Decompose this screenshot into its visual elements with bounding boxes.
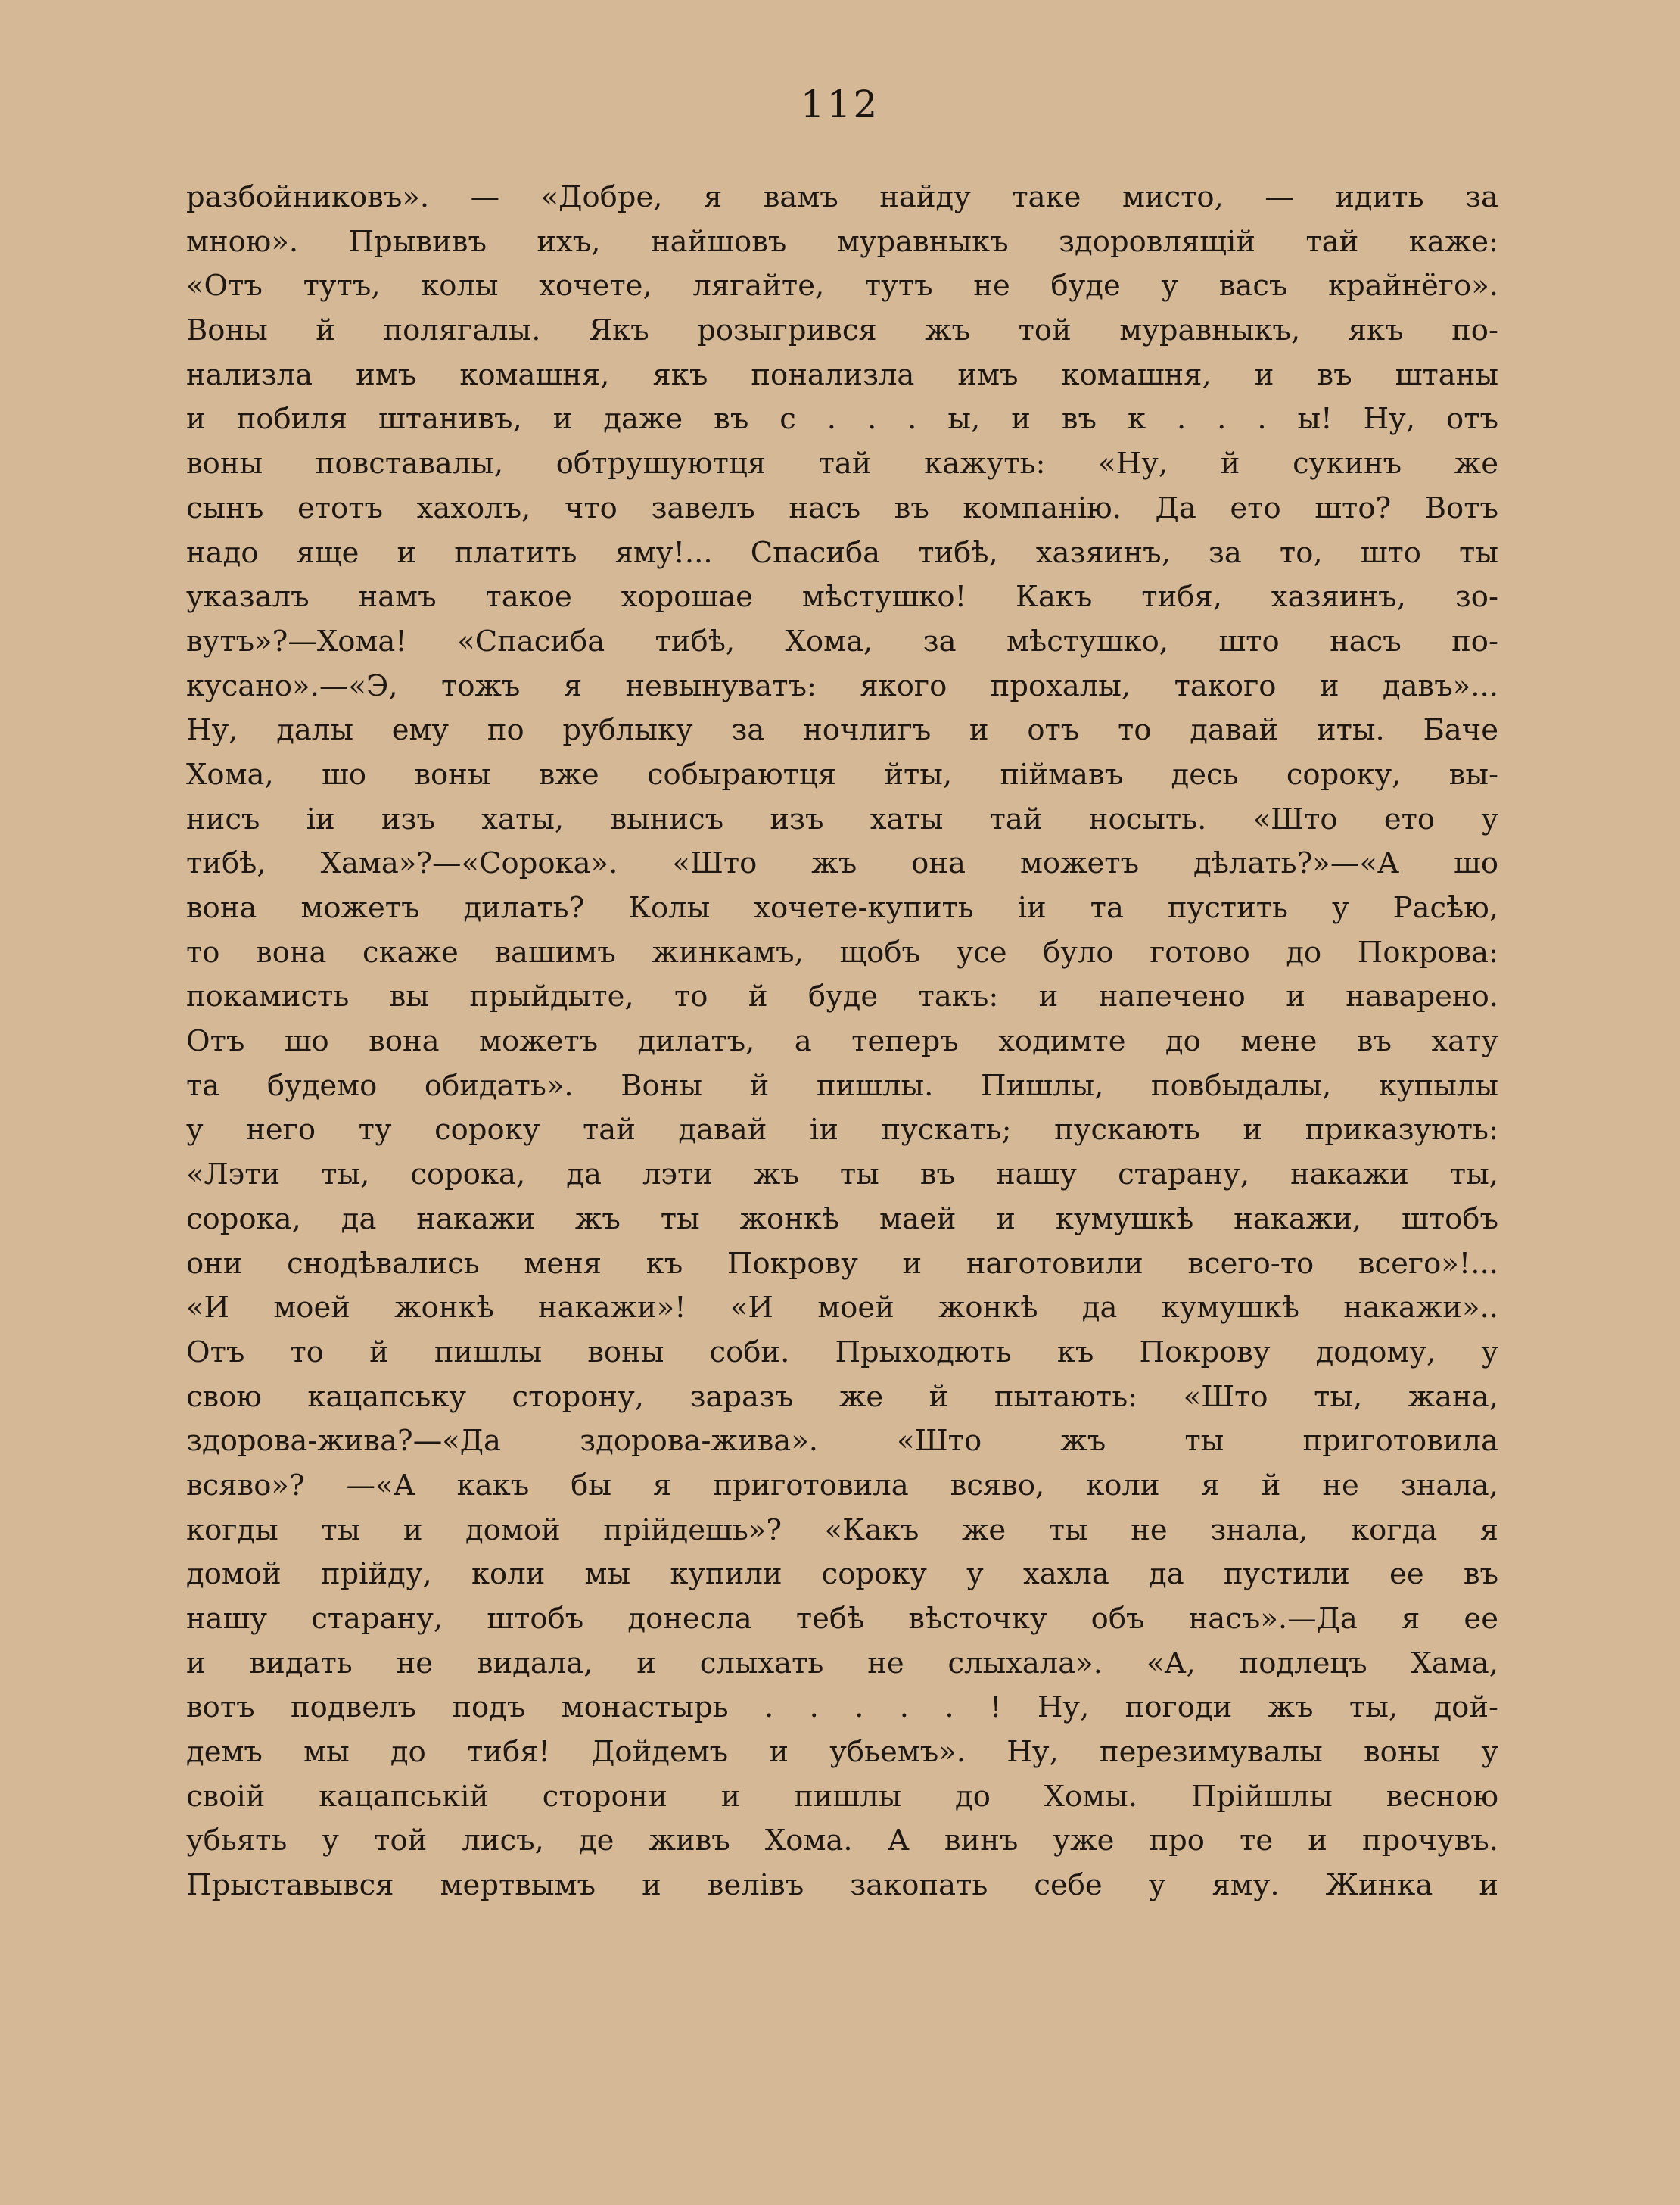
text-line: Воны й полягалы. Якъ розыгрився жъ той муравныкъ, якъ по- <box>186 313 1498 348</box>
text-line: вутъ»?—Хома! «Спасиба тибѣ, Хома, за мѣстушко, што насъ по- <box>186 624 1498 659</box>
text-line: «Отъ тутъ, колы хочете, лягайте, тутъ не буде у васъ крайнёго». <box>186 269 1498 304</box>
text-line: надо яще и платить яму!... Спасиба тибѣ, хазяинъ, за то, што ты <box>186 535 1498 570</box>
text-line: сорока, да накажи жъ ты жонкѣ маей и кумушкѣ накажи, штобъ <box>186 1201 1498 1236</box>
text-line: указалъ намъ такое хорошае мѣстушко! Какъ тибя, хазяинъ, зо- <box>186 580 1498 615</box>
text-line: нализла имъ комашня, якъ понализла имъ комашня, и въ штаны <box>186 357 1498 392</box>
text-line: убьять у той лисъ, де живъ Хома. А винъ уже про те и прочувъ. <box>186 1823 1498 1858</box>
text-line: Прыставывся мертвымъ и велівъ закопать себе у яму. Жинка и <box>186 1868 1498 1903</box>
text-line: то вона скаже вашимъ жинкамъ, щобъ усе було готово до Покрова: <box>186 935 1498 970</box>
text-line: демъ мы до тибя! Дойдемъ и убьемъ». Ну, перезимувалы воны у <box>186 1735 1498 1770</box>
text-line: покамисть вы прыйдыте, то й буде такъ: и напечено и наварено. <box>186 979 1498 1014</box>
text-line: и видать не видала, и слыхать не слыхала». «А, подлецъ Хама, <box>186 1646 1498 1680</box>
text-line: та будемо обидать». Воны й пишлы. Пишлы, повбыдалы, купылы <box>186 1068 1498 1103</box>
text-line: Отъ то й пишлы воны соби. Прыходють къ Покрову додому, у <box>186 1335 1498 1369</box>
text-line: всяво»? —«А какъ бы я приготовила всяво, коли я й не знала, <box>186 1468 1498 1503</box>
text-line: своій кацапській сторони и пишлы до Хомы. Прійшлы весною <box>186 1779 1498 1814</box>
text-line: здорова-жива?—«Да здорова-жива». «Што жъ ты приготовила <box>186 1424 1498 1459</box>
body-text <box>186 176 1498 1908</box>
text-line: разбойниковъ». — «Добре, я вамъ найду таке мисто, — идить за <box>186 180 1498 214</box>
text-line: кусано».—«Э, тожъ я невынуватъ: якого прохалы, такого и давъ»... <box>186 668 1498 703</box>
text-line: когды ты и домой прійдешь»? «Какъ же ты не знала, когда я <box>186 1512 1498 1547</box>
text-line: Отъ шо вона можетъ дилатъ, а теперъ ходимте до мене въ хату <box>186 1024 1498 1059</box>
text-line: они снодѣвались меня къ Покрову и наготовили всего-то всего»!... <box>186 1246 1498 1281</box>
text-line: Хома, шо воны вже собыраютця йты, піймавъ десь сороку, вы- <box>186 757 1498 792</box>
text-line: воны повставалы, обтрушуютця тай кажуть: «Ну, й сукинъ же <box>186 447 1498 481</box>
text-line: вона можетъ дилать? Колы хочете-купить іи та пустить у Расѣю, <box>186 891 1498 925</box>
text-line: нисъ іи изъ хаты, вынисъ изъ хаты тай носыть. «Што ето у <box>186 802 1498 836</box>
text-line: вотъ подвелъ подъ монастырь . . . . . ! Ну, погоди жъ ты, дой- <box>186 1690 1498 1725</box>
text-line: мною». Прывивъ ихъ, найшовъ муравныкъ здоровлящій тай каже: <box>186 224 1498 259</box>
text-line: домой прійду, коли мы купили сороку у хахла да пустили ее въ <box>186 1557 1498 1592</box>
text-line: свою кацапську сторону, заразъ же й пытають: «Што ты, жана, <box>186 1379 1498 1414</box>
text-line: «И моей жонкѣ накажи»! «И моей жонкѣ да кумушкѣ накажи».. <box>186 1291 1498 1325</box>
text-line: и побиля штанивъ, и даже въ с . . . ы, и въ к . . . ы! Ну, отъ <box>186 402 1498 437</box>
text-line: сынъ етотъ хахолъ, что завелъ насъ въ компанію. Да ето што? Вотъ <box>186 491 1498 525</box>
text-line: «Лэти ты, сорока, да лэти жъ ты въ нашу старану, накажи ты, <box>186 1157 1498 1192</box>
text-line: Ну, далы ему по рублыку за ночлигъ и отъ то давай иты. Баче <box>186 713 1498 748</box>
text-line: нашу старану, штобъ донесла тебѣ вѣсточку объ насъ».—Да я ее <box>186 1602 1498 1636</box>
text-line: у него ту сороку тай давай іи пускать; пускають и приказують: <box>186 1113 1498 1148</box>
page-number: 112 <box>800 83 880 126</box>
text-line: тибѣ, Хама»?—«Сорока». «Што жъ она можетъ дѣлать?»—«А шо <box>186 846 1498 881</box>
